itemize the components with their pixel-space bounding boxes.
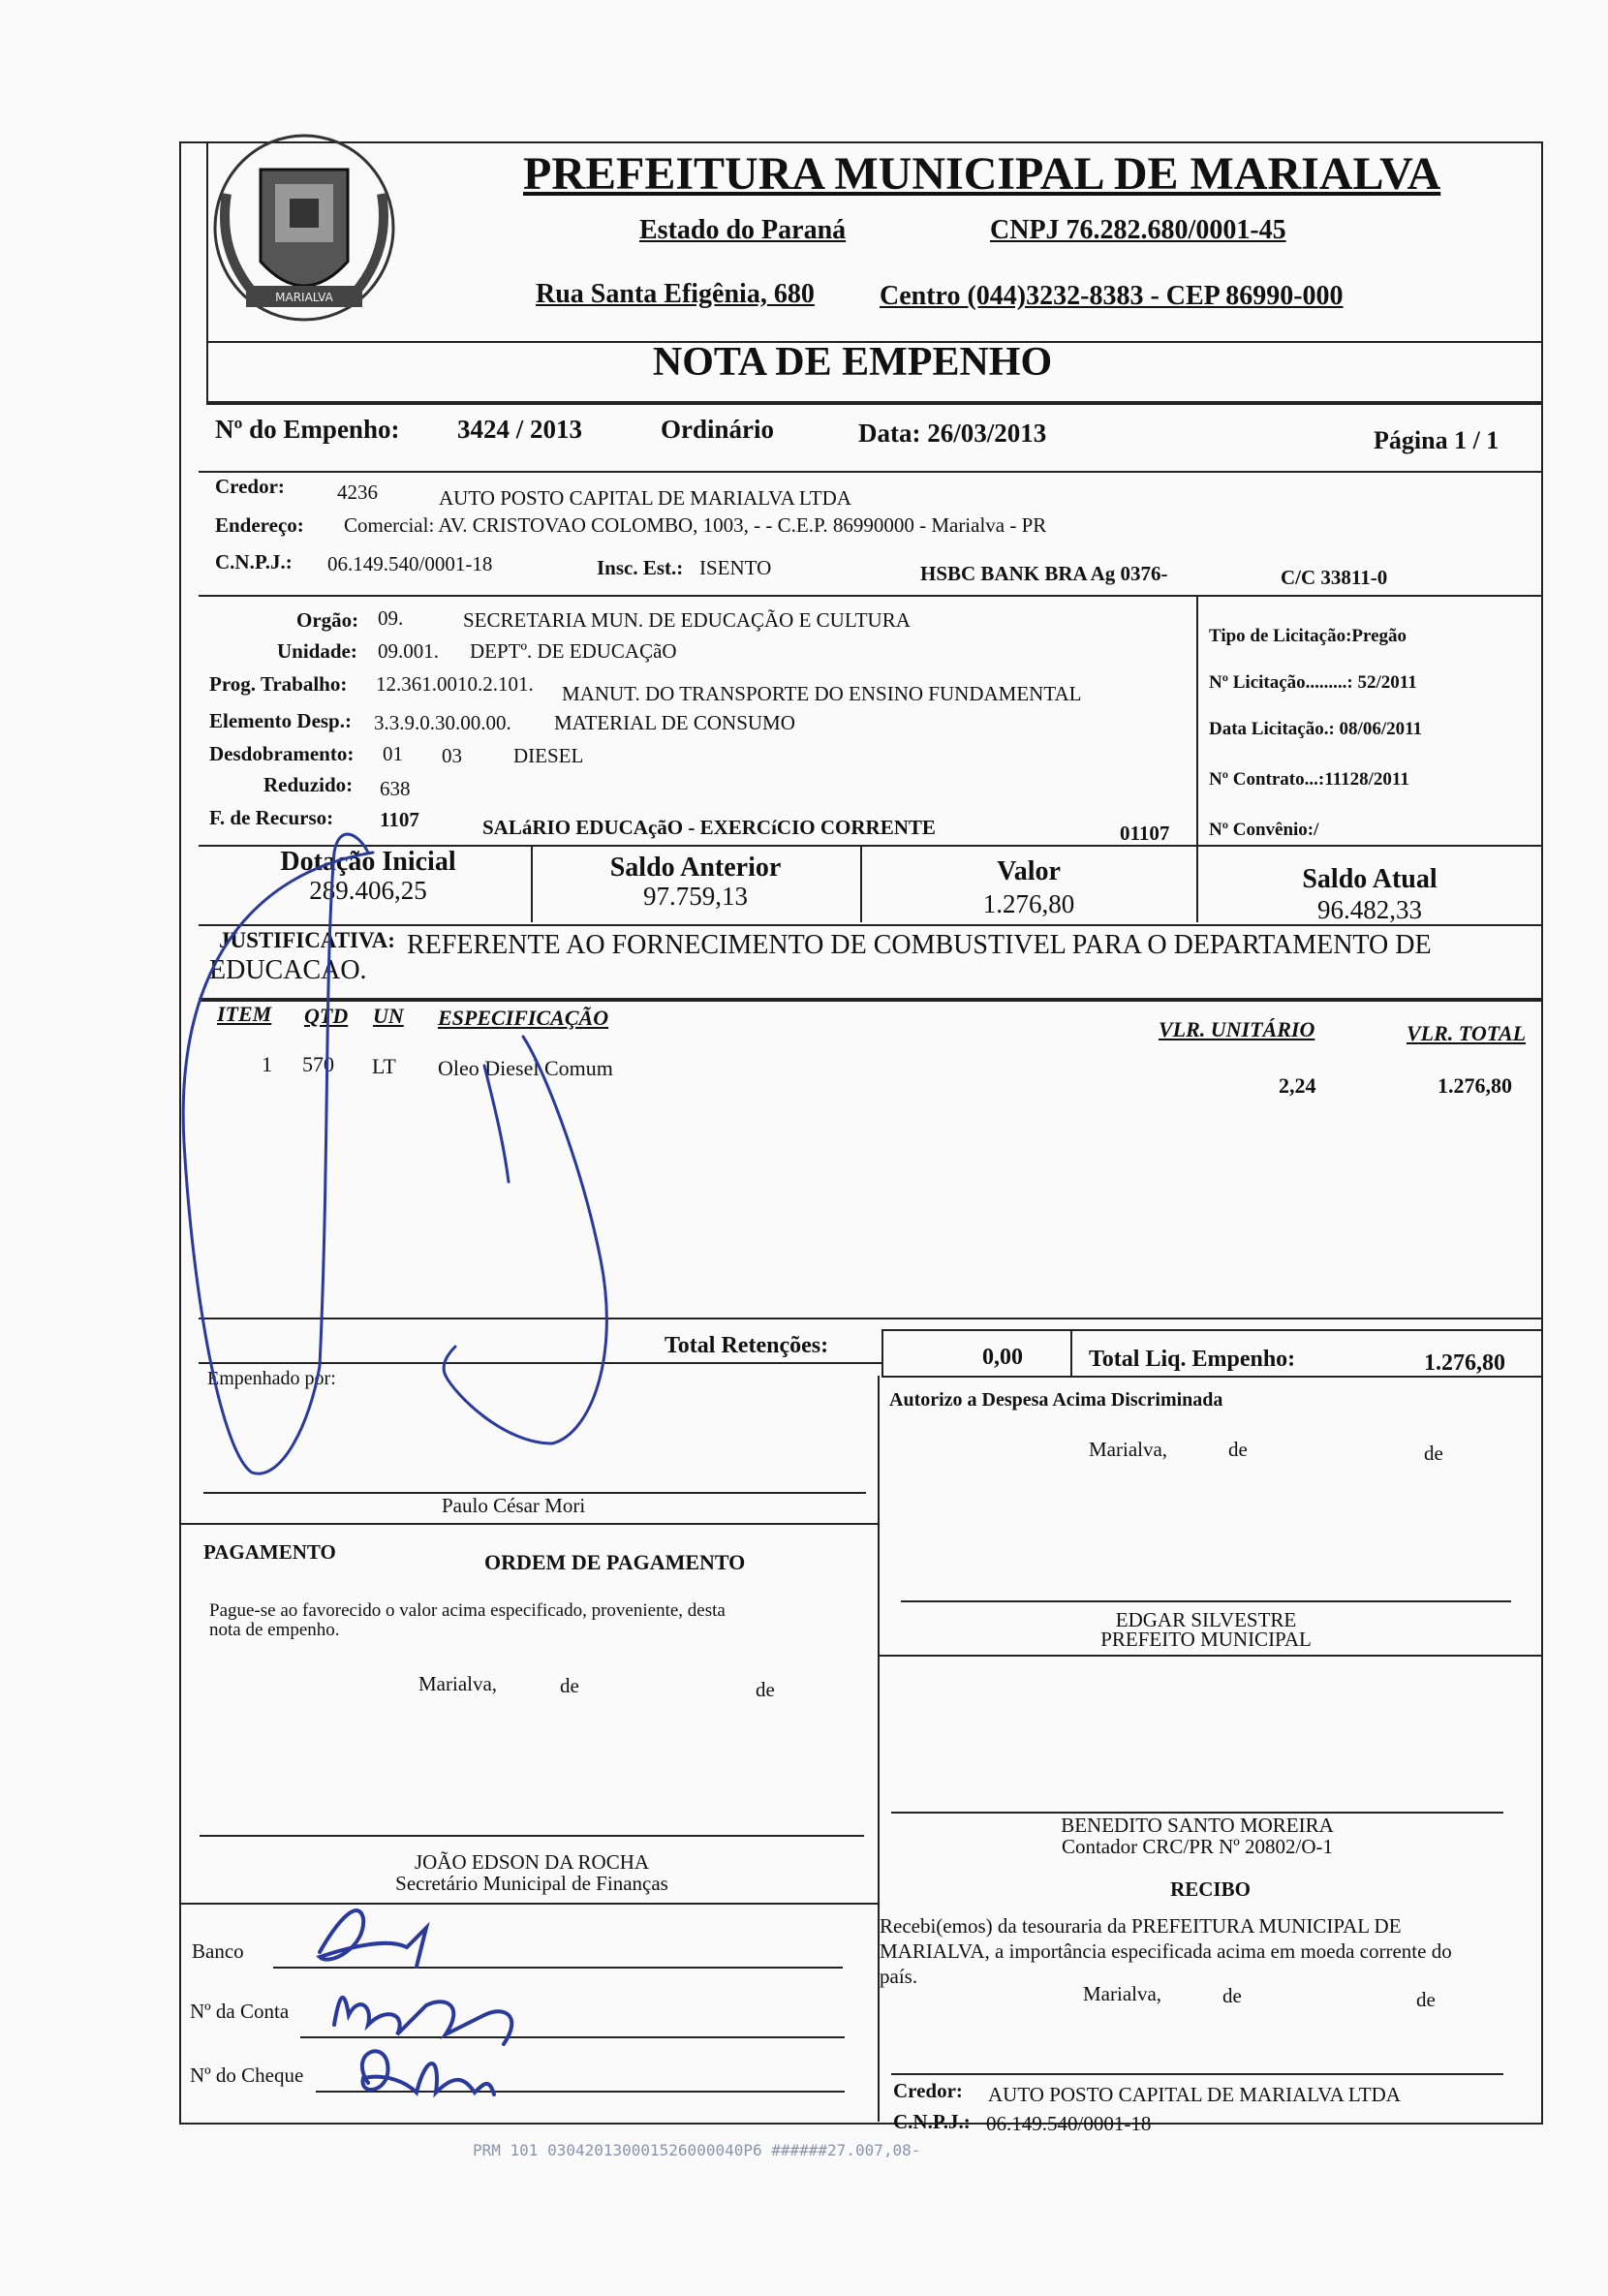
total-retencoes-label: Total Retenções: xyxy=(665,1333,829,1358)
valor-value: 1.276,80 xyxy=(982,889,1075,918)
col-vlr-total: VLR. TOTAL xyxy=(1407,1021,1527,1045)
credor-label: Credor: xyxy=(215,475,285,498)
empenhado-nome: Paulo César Mori xyxy=(442,1494,586,1517)
insc-value: ISENTO xyxy=(699,556,772,579)
empenho-type: Ordinário xyxy=(661,415,775,444)
empenho-number-label: Nº do Empenho: xyxy=(215,415,400,444)
saldo-atual-value: 96.482,33 xyxy=(1317,895,1422,924)
autorizo-local: Marialva, xyxy=(1089,1438,1168,1461)
header-street: Rua Santa Efigênia, 680 xyxy=(536,279,815,309)
recibo-heading: RECIBO xyxy=(1170,1877,1251,1901)
prefeito-cargo: PREFEITO MUNICIPAL xyxy=(1100,1628,1312,1651)
recibo-credor-nome: AUTO POSTO CAPITAL DE MARIALVA LTDA xyxy=(988,2083,1401,2106)
saldo-anterior-label: Saldo Anterior xyxy=(609,853,782,883)
recibo-cnpj-label: C.N.P.J.: xyxy=(893,2110,971,2133)
prefeito-nome: EDGAR SILVESTRE xyxy=(1115,1608,1297,1631)
recurso-desc: SALáRIO EDUCAçãO - EXERCíCIO CORRENTE xyxy=(482,816,936,839)
orgao-code: 09. xyxy=(378,606,404,630)
desd-desc: DIESEL xyxy=(513,744,584,767)
col-vlr-unitario: VLR. UNITÁRIO xyxy=(1159,1017,1315,1041)
recurso-code: 1107 xyxy=(380,808,419,831)
credor-code: 4236 xyxy=(337,481,378,504)
credor-name: AUTO POSTO CAPITAL DE MARIALVA LTDA xyxy=(439,486,851,510)
prog-desc: MANUT. DO TRANSPORTE DO ENSINO FUNDAMENTAL xyxy=(562,682,1082,705)
recibo-de2: de xyxy=(1416,1988,1436,2011)
reduzido-value: 638 xyxy=(380,777,411,800)
col-item: ITEM xyxy=(217,1002,272,1026)
tipo-licitacao: Tipo de Licitação:Pregão xyxy=(1209,626,1407,646)
numero-convenio: Nº Convênio:/ xyxy=(1209,820,1319,840)
autorizo-de1: de xyxy=(1228,1438,1248,1461)
cheque-label: Nº do Cheque xyxy=(190,2063,304,2087)
elem-desc: MATERIAL DE CONSUMO xyxy=(554,711,795,734)
row-vlr-unitario: 2,24 xyxy=(1279,1073,1316,1098)
bank-info: HSBC BANK BRA Ag 0376- xyxy=(920,562,1168,585)
saldo-atual-label: Saldo Atual xyxy=(1302,864,1438,894)
elem-label: Elemento Desp.: xyxy=(209,709,352,732)
orgao-desc: SECRETARIA MUN. DE EDUCAÇÃO E CULTURA xyxy=(463,608,911,632)
contador-cargo: Contador CRC/PR Nº 20802/O-1 xyxy=(1061,1835,1334,1858)
credor-cnpj: 06.149.540/0001-18 xyxy=(327,552,493,575)
header-cnpj: CNPJ 76.282.680/0001-45 xyxy=(990,215,1286,245)
ordem-pagamento-heading: ORDEM DE PAGAMENTO xyxy=(484,1550,746,1574)
pague-line2: nota de empenho. xyxy=(209,1620,340,1640)
footer-code: PRM 101 030420130001526000040P6 ######27.007,08- xyxy=(473,2141,921,2159)
data-licitacao: Data Licitação.: 08/06/2011 xyxy=(1209,719,1423,739)
saldo-anterior-value: 97.759,13 xyxy=(643,882,748,911)
header-title: PREFEITURA MUNICIPAL DE MARIALVA xyxy=(523,148,1441,200)
col-un: UN xyxy=(373,1004,404,1028)
total-liquido-value: 1.276,80 xyxy=(1424,1350,1505,1376)
pagamento-local: Marialva, xyxy=(418,1672,498,1695)
row-especificacao: Oleo Diesel Comum xyxy=(438,1056,613,1080)
recibo-local: Marialva, xyxy=(1083,1982,1162,2005)
svg-text:MARIALVA: MARIALVA xyxy=(275,291,333,304)
numero-contrato: Nº Contrato...:11128/2011 xyxy=(1209,769,1409,790)
orgao-label: Orgão: xyxy=(296,608,359,632)
empenho-page: Página 1 / 1 xyxy=(1374,426,1500,454)
recurso-fonte: 01107 xyxy=(1120,822,1170,845)
recibo-de1: de xyxy=(1222,1984,1242,2007)
total-liquido-label: Total Liq. Empenho: xyxy=(1089,1347,1296,1372)
empenhado-por-label: Empenhado por: xyxy=(207,1368,336,1389)
banco-label: Banco xyxy=(192,1939,244,1963)
total-retencoes-value: 0,00 xyxy=(982,1345,1023,1370)
recibo-credor-label: Credor: xyxy=(893,2079,963,2102)
row-qtd: 570 xyxy=(302,1052,334,1076)
empenho-number: 3424 / 2013 xyxy=(457,415,583,444)
dotacao-inicial-label: Dotação Inicial xyxy=(280,847,456,877)
col-especificacao: ESPECIFICAÇÃO xyxy=(438,1006,609,1030)
recibo-line3: país. xyxy=(880,1965,918,1988)
recibo-line1: Recebi(emos) da tesouraria da PREFEITURA MUNICIPAL DE xyxy=(880,1914,1402,1938)
header-contact: Centro (044)3232-8383 - CEP 86990-000 xyxy=(880,281,1344,311)
bank-account: C/C 33811-0 xyxy=(1281,566,1388,589)
doc-title: NOTA DE EMPENHO xyxy=(652,340,1053,385)
col-qtd: QTD xyxy=(304,1004,349,1028)
dotacao-inicial-value: 289.406,25 xyxy=(309,876,427,905)
prog-code: 12.361.0010.2.101. xyxy=(376,672,534,696)
secretario-nome: JOÃO EDSON DA ROCHA xyxy=(414,1850,650,1874)
desd-a: 01 xyxy=(383,742,403,765)
valor-label: Valor xyxy=(997,856,1061,886)
unidade-label: Unidade: xyxy=(277,639,357,663)
recurso-label: F. de Recurso: xyxy=(209,806,334,829)
prog-label: Prog. Trabalho: xyxy=(209,672,348,696)
pagamento-heading: PAGAMENTO xyxy=(203,1540,336,1564)
empenho-date: Data: 26/03/2013 xyxy=(858,419,1047,448)
desd-b: 03 xyxy=(442,744,462,767)
desd-label: Desdobramento: xyxy=(209,742,355,765)
reduzido-label: Reduzido: xyxy=(263,773,354,796)
unidade-code: 09.001. xyxy=(378,639,439,663)
conta-label: Nº da Conta xyxy=(190,2000,290,2023)
unidade-desc: DEPTº. DE EDUCAÇãO xyxy=(470,639,677,663)
insc-label: Insc. Est.: xyxy=(597,556,684,579)
credor-address: Comercial: AV. CRISTOVAO COLOMBO, 1003, - - C.E.P. 86990000 - Marialva - PR xyxy=(344,513,1047,537)
header-state: Estado do Paraná xyxy=(639,215,847,245)
autorizo-de2: de xyxy=(1424,1442,1443,1465)
pagamento-de1: de xyxy=(560,1674,579,1697)
recibo-cnpj: 06.149.540/0001-18 xyxy=(986,2112,1152,2135)
row-un: LT xyxy=(372,1054,396,1078)
recibo-line2: MARIALVA, a importância especificada acima em moeda corrente do xyxy=(880,1939,1452,1963)
endereco-label: Endereço: xyxy=(215,513,304,537)
numero-licitacao: Nº Licitação.........: 52/2011 xyxy=(1209,672,1417,693)
elem-code: 3.3.9.0.30.00.00. xyxy=(374,711,511,734)
secretario-cargo: Secretário Municipal de Finanças xyxy=(395,1872,668,1895)
pagamento-de2: de xyxy=(756,1678,775,1701)
autorizo-despesa: Autorizo a Despesa Acima Discriminada xyxy=(889,1389,1223,1411)
contador-nome: BENEDITO SANTO MOREIRA xyxy=(1061,1814,1334,1837)
row-vlr-total: 1.276,80 xyxy=(1438,1073,1512,1098)
credor-cnpj-label: C.N.P.J.: xyxy=(215,550,293,574)
row-item: 1 xyxy=(262,1052,272,1076)
justificativa-line1: REFERENTE AO FORNECIMENTO DE COMBUSTIVEL PARA O DEPARTAMENTO DE xyxy=(407,930,1432,960)
justificativa-line2: EDUCACAO. xyxy=(209,955,367,985)
justificativa-label: JUSTIFICATIVA: xyxy=(219,928,395,952)
pague-line1: Pague-se ao favorecido o valor acima especificado, proveniente, desta xyxy=(209,1600,726,1621)
